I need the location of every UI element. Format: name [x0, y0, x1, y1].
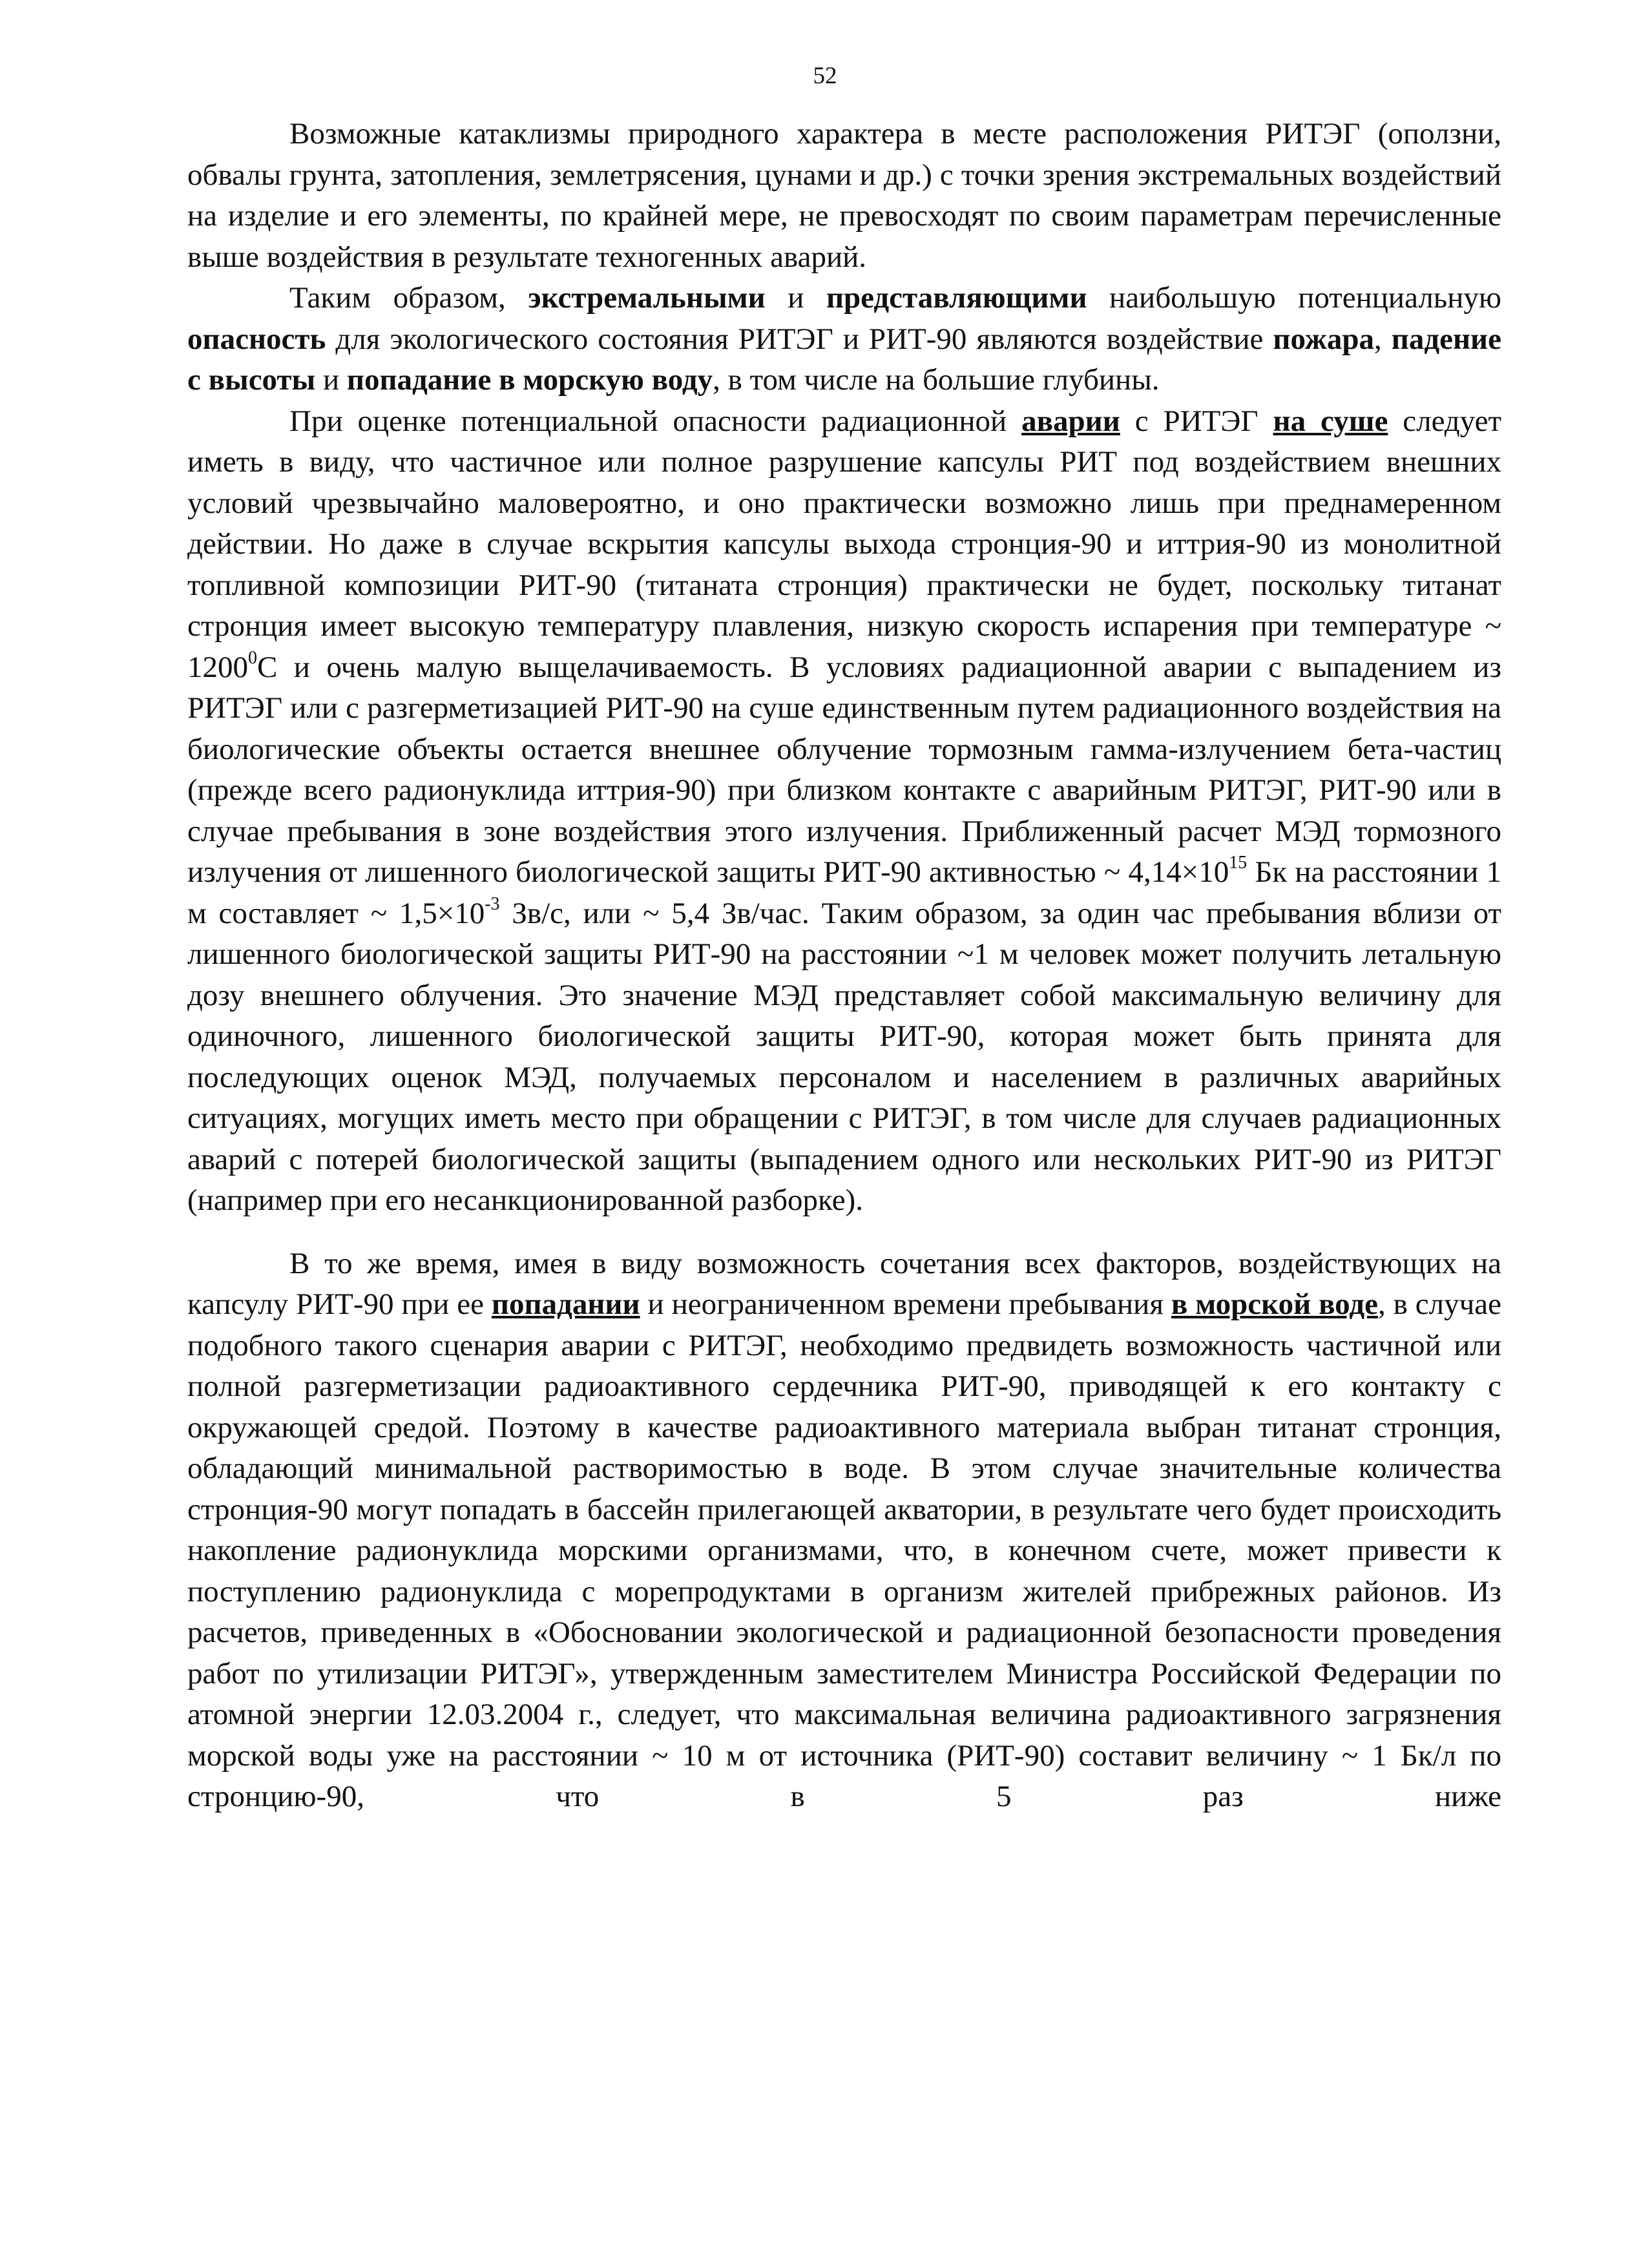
bold-term-fall: падение с высоты [187, 322, 1502, 397]
text-span: и [315, 363, 347, 397]
text-span: , в случае подобного такого сценария аварии с РИТЭГ, необходимо предвидеть возможность частичной или полной разгерметизации радиоактивного сердечника РИТ-90, приводящей к его контакту с окружающей средой. Поэтому в качестве радиоактивного материала выбран титанат стронция, обладающий минимальной растворимостью в воде. В этом случае значительные количества стронция-90 могут попадать в бассейн прилегающей акватории, в результате чего будет происходить накопление радионуклида морскими организмами, что, в конечном счете, может привести к поступлению радионуклида с морепродуктами в организм жителей прибрежных районов. Из расчетов, приведенных в «Обосновании экологической и радиационной безопасности проведения работ по утилизации РИТЭГ», утвержденным заместителем Министра Российской Федерации по атомной энергии 12.03.2004 г., следует, что максимальная величина радиоактивного загрязнения морской воды уже на расстоянии ~ 10 м от источника (РИТ-90) составит величину ~ 1 Бк/л по стронцию-90, что в 5 раз ниже [187, 1287, 1501, 1813]
underlined-term-ingress: попадании [491, 1287, 640, 1321]
text-span: , в том числе на большие глубины. [713, 363, 1160, 397]
page-number: 52 [813, 63, 837, 89]
paragraph-land-accident [187, 401, 1501, 1222]
text-span: для экологического состояния РИТЭГ и РИТ-90 являются воздействие [326, 322, 1273, 356]
underlined-term-in-sea-water: в морской воде [1171, 1287, 1378, 1321]
bold-term-extreme: экстремальными [528, 281, 766, 315]
text-span: и неограниченном времени пребывания [640, 1287, 1171, 1321]
paragraph-sea-accident [187, 1243, 1501, 1818]
text-span: В то же время, имея в виду возможность сочетания всех факторов, воздействующих на капсулу РИТ-90 при ее [187, 1246, 1501, 1321]
bold-term-representing: представляющими [826, 281, 1087, 315]
bold-term-sea-water: попадание в морскую воду [346, 363, 713, 397]
text-span: С и очень малую выщелачиваемость. В условиях радиационной аварии с выпадением из РИТЭГ или с разгерметизацией РИТ-90 на суше единственным путем радиационного воздействия на биологические объекты остается внешнее облучение тормозным гамма-излучением бета-частиц (прежде всего радионуклида иттрия-90) при близком контакте с аварийным РИТЭГ, РИТ-90 или в случае пребывания в зоне воздействия этого излучения. Приближенный расчет МЭД тормозного излучения от лишенного биологической защиты РИТ-90 активностью ~ 4,14×10 [187, 650, 1501, 889]
text-span: Бк на расстоянии 1 м составляет ~ 1,5×10 [187, 855, 1501, 930]
text-span: , [1374, 322, 1392, 356]
text-span: и [765, 281, 826, 315]
superscript-exponent: 15 [1229, 853, 1248, 873]
underlined-term-accident: аварии [1021, 404, 1120, 438]
superscript-degree: 0 [248, 647, 257, 668]
underlined-term-on-land: на суше [1273, 404, 1388, 438]
text-span: с РИТЭГ [1120, 404, 1273, 438]
text-span: следует иметь в виду, что частичное или полное разрушение капсулы РИТ под воздействием внешних условий чрезвычайно маловероятно, и оно практически возможно лишь при преднамеренном действии. Но даже в случае вскрытия капсулы выхода стронция-90 и иттрия-90 из монолитной топливной композиции РИТ-90 (титаната стронция) практически не будет, поскольку титанат стронция имеет высокую температуру плавления, низкую скорость испарения при температуре ~ 1200 [187, 404, 1501, 684]
paragraph-natural-disasters: Возможные катаклизмы природного характера в месте расположения РИТЭГ (оползни, обвалы грунта, затопления, землетрясения, цунами и др.) с точки зрения экстремальных воздействий на изделие и его элементы, по крайней мере, не превосходят по своим параметрам перечисленные выше воздействия в результате техногенных аварий. [187, 117, 1501, 274]
bold-term-danger: опасность [187, 322, 326, 356]
bold-term-fire: пожара [1273, 322, 1374, 356]
text-span: Зв/с, или ~ 5,4 Зв/час. Таким образом, за один час пребывания вблизи от лишенного биологической защиты РИТ-90 на расстоянии ~1 м человек может получить летальную дозу внешнего облучения. Это значение МЭД представляет собой максимальную величину для одиночного, лишенного биологической защиты РИТ-90, которая может быть принята для последующих оценок МЭД, получаемых персоналом и населением в различных аварийных ситуациях, могущих иметь место при обращении с РИТЭГ, в том числе для случаев радиационных аварий с потерей биологической защиты (выпадением одного или нескольких РИТ-90 из РИТЭГ (например при его несанкционированной разборке). [187, 896, 1502, 1217]
superscript-exponent: -3 [485, 893, 500, 914]
text-span: наибольшую потенциальную [1087, 281, 1502, 315]
paragraph-extreme-impacts [187, 278, 1501, 401]
text-span: Таким образом, [289, 281, 528, 315]
body-text [187, 114, 1501, 1818]
text-span: При оценке потенциальной опасности радиационной [289, 404, 1022, 438]
